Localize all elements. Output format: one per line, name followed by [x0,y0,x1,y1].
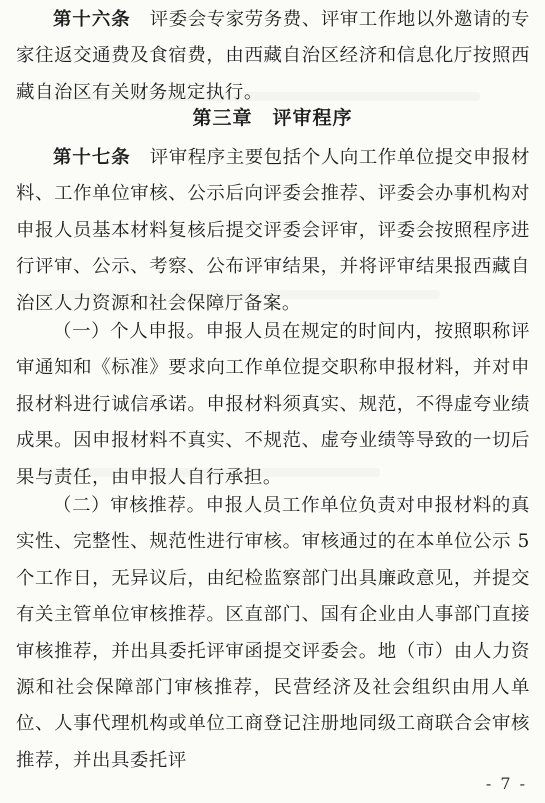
article-16-paragraph [16,2,530,111]
article-16-body: 评委会专家劳务费、评审工作地以外邀请的专家往返交通费及食宿费，由西藏自治区经济和信息化厅按照西藏自治区有关财务规定执行。 [16,9,530,103]
article-17-lead: 第十七条 [53,147,131,168]
item-2-paragraph: （二）审核推荐。申报人员工作单位负责对申报材料的真实性、完整性、规范性进行审核。审核通过的在本单位公示 5 个工作日，无异议后，由纪检监察部门出具廉政意见，并提交有关主管单位审核推荐。区直部门、国有企业由人事部门直接审核推荐，并出具委托评审函提交评委会。地（市）由人力资源和社会保障部门审核推荐，民营经济及社会组织由用人单位、人事代理机构或单位工商登记注册地同级工商联合会审核推荐，并出具委托评 [16,495,530,771]
page-number: - 7 - [485,774,527,793]
item-1-paragraph: （一）个人申报。申报人员在规定的时间内，按照职称评审通知和《标准》要求向工作单位提交职称申报材料，并对申报材料进行诚信承诺。申报材料须真实、规范，不得虚夸业绩成果。因申报材料不真实、不规范、虚夸业绩等导致的一切后果与责任，由申报人自行承担。 [16,321,530,488]
article-16-lead: 第十六条 [53,9,131,30]
article-17-paragraph [16,140,530,322]
chapter-3-heading: 第三章 评审程序 [192,107,353,129]
article-17-body: 评审程序主要包括个人向工作单位提交申报材料、工作单位审核、公示后向评委会推荐、评委会办事机构对申报人员基本材料复核后提交评委会评审，评委会按照程序进行评审、公示、考察、公布评审结果，并将评审结果报西藏自治区人力资源和社会保障厅备案。 [16,147,530,314]
